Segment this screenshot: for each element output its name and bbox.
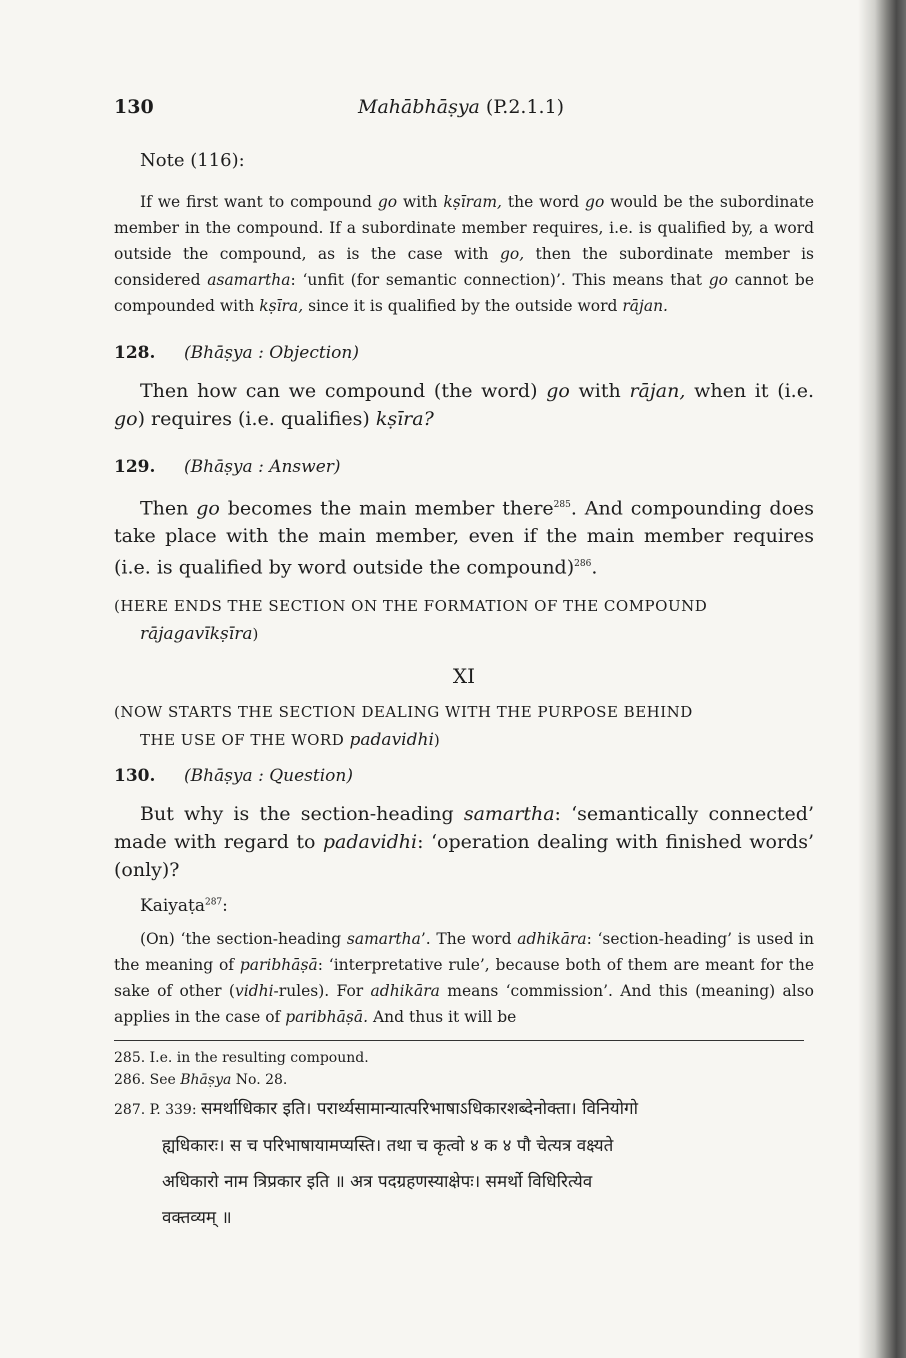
footnote-ref-286: 286 <box>574 559 592 570</box>
section-130-text: But why is the section-heading samartha: ‘semantically connected’ made with regard to padavidhi: ‘operation dealing with finished words’ (only)? <box>114 802 814 881</box>
page-content <box>114 96 814 1236</box>
kaiyata-paragraph: (On) ‘the section-heading samartha’. The word adhikāra: ‘section-heading’ is used in the meaning of paribhāṣā: ‘interpretative rule’, because both of them are meant for the sake of other (vidhi-rules). For adhikāra means ‘commission’. And this (meaning) also applies in the case of paribhāṣā. And thus it will be <box>114 929 815 1026</box>
footnote-287-line3: अधिकारो नाम त्रिप्रकार इति ॥ अत्र पदग्रहणस्याक्षेपः। समर्थो विधिरित्येव <box>162 1171 593 1192</box>
section-label: (Bhāṣya : Answer) <box>184 457 341 477</box>
page-edge-shadow <box>858 0 906 1358</box>
footnote-286: 286. See Bhāṣya No. 28. <box>114 1071 288 1088</box>
footnotes <box>114 1040 804 1236</box>
footnote-ref-287: 287 <box>204 897 223 907</box>
running-title: Mahābhāṣya (P.2.1.1) <box>358 96 565 118</box>
section-number: 130. <box>114 765 156 786</box>
page-header <box>114 96 814 128</box>
section-label: (Bhāṣya : Objection) <box>184 343 359 363</box>
note-heading: Note (116): <box>140 150 245 171</box>
section-129-text: Then go becomes the main member there$^{285}$. And compounding does take place with the main member, even if the main member requires (i.e. is qualified by word outside the compound)$^{286}$. <box>114 497 815 579</box>
footnote-287-line4: वक्तव्यम् ॥ <box>162 1207 232 1228</box>
section-128-text: Then how can we compound (the word) go with rājan, when it (i.e. go) requires (i.e. qualifies) kṣīra? <box>114 380 815 430</box>
section-128-heading <box>114 343 814 363</box>
footnote-ref-285: 285 <box>553 500 571 510</box>
section-label: (Bhāṣya : Question) <box>184 765 353 786</box>
running-ref: (P.2.1.1) <box>479 96 565 118</box>
note-paragraph: If we first want to compound go with kṣīram, the word go would be the subordinate member in the compound. If a subordinate member requires, i.e. is qualified by, a word outside the compound, as is the case with go, then the subordinate member is considered asamartha: ‘unfit (for semantic connection)’. This means that go cannot be compounded with kṣīra, since it is qualified by the outside word rājan. <box>114 193 815 315</box>
roman-numeral-heading: XI <box>452 663 476 688</box>
section-end-note: (HERE ENDS THE SECTION ON THE FORMATION OF THE COMPOUND rājagavīkṣīra) <box>114 596 708 644</box>
page-number: 130 <box>114 96 154 118</box>
section-130-heading <box>114 766 814 786</box>
section-number: 128. <box>114 343 156 363</box>
footnote-285: 285. I.e. in the resulting compound. <box>114 1049 369 1066</box>
section-number: 129. <box>114 457 156 477</box>
footnote-287-line2: ह्यधिकारः। स च परिभाषायामप्यस्ति। तथा च कृत्वो ४ क ४ पौ चेत्यत्र वक्ष्यते <box>162 1135 614 1156</box>
section-129-heading <box>114 457 814 477</box>
footnote-287: 287. P. 339: समर्थाधिकार इति। परार्थ्यसामान्यात्परिभाषाऽधिकारशब्देनोक्ता। विनियोगो <box>114 1098 639 1119</box>
kaiyata-heading: Kaiyaṭa$^{287}$: <box>140 895 228 916</box>
section-start-note: (NOW STARTS THE SECTION DEALING WITH THE PURPOSE BEHIND THE USE OF THE WORD padavidhi) <box>114 702 693 750</box>
